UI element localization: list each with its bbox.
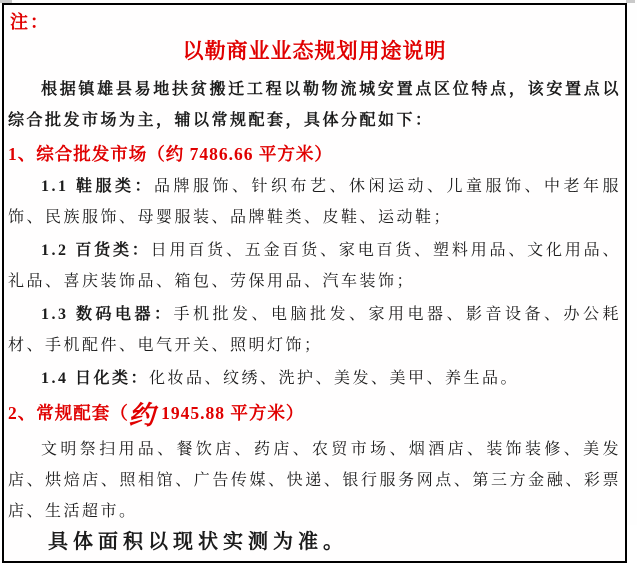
category-item-content: 品牌服饰、针织布艺、休闲运动、儿童服饰、中老年服饰、民族服饰、母婴服装、品牌鞋类、皮鞋、运动鞋； (8, 178, 621, 226)
category-item-label: 1.3 数码电器： (41, 306, 174, 323)
note-label: 注： (10, 12, 50, 32)
section-1-heading: 1、综合批发市场（约 7486.66 平方米） (8, 144, 333, 164)
category-item-shoes-apparel (8, 171, 621, 233)
category-item-label: 1.2 百货类： (41, 242, 151, 259)
regular-facilities-paragraph: 文明祭扫用品、餐饮店、药店、农贸市场、烟酒店、装饰装修、美发店、烘焙店、照相馆、广告传媒、快递、银行服务网点、第三方金融、彩票店、生活超市。 (8, 441, 621, 520)
intro-paragraph: 根据镇雄县易地扶贫搬迁工程以勒物流城安置点区位特点，该安置点以综合批发市场为主，辅以常规配套，具体分配如下： (8, 81, 621, 129)
section-2-heading-pre: 2、常规配套（ (8, 403, 129, 423)
category-item-content: 化妆品、纹绣、洗护、美发、美甲、养生品。 (149, 370, 520, 387)
category-item-content: 日用百货、五金百货、家电百货、塑料用品、文化用品、礼品、喜庆装饰品、箱包、劳保用品、汽车装饰； (8, 242, 621, 290)
document-title: 以勒商业业态规划用途说明 (182, 39, 447, 63)
category-item-content: 手机批发、电脑批发、家用电器、影音设备、办公耗材、手机配件、电气开关、照明灯饰； (8, 306, 621, 354)
category-item-label: 1.1 鞋服类： (41, 178, 154, 195)
category-item-daily-chemicals (8, 363, 621, 394)
crop-artifact-top-right (626, 0, 635, 3)
table-cell-border (2, 3, 627, 563)
category-item-label: 1.4 日化类： (41, 370, 150, 387)
section-2-heading (8, 399, 621, 429)
category-item-digital-appliances (8, 299, 621, 361)
section-2-heading-post: 1945.88 平方米） (155, 403, 305, 423)
category-item-general-goods (8, 235, 621, 297)
approx-character: 约 (128, 401, 156, 431)
footer-note: 具体面积以现状实测为准。 (48, 531, 348, 553)
